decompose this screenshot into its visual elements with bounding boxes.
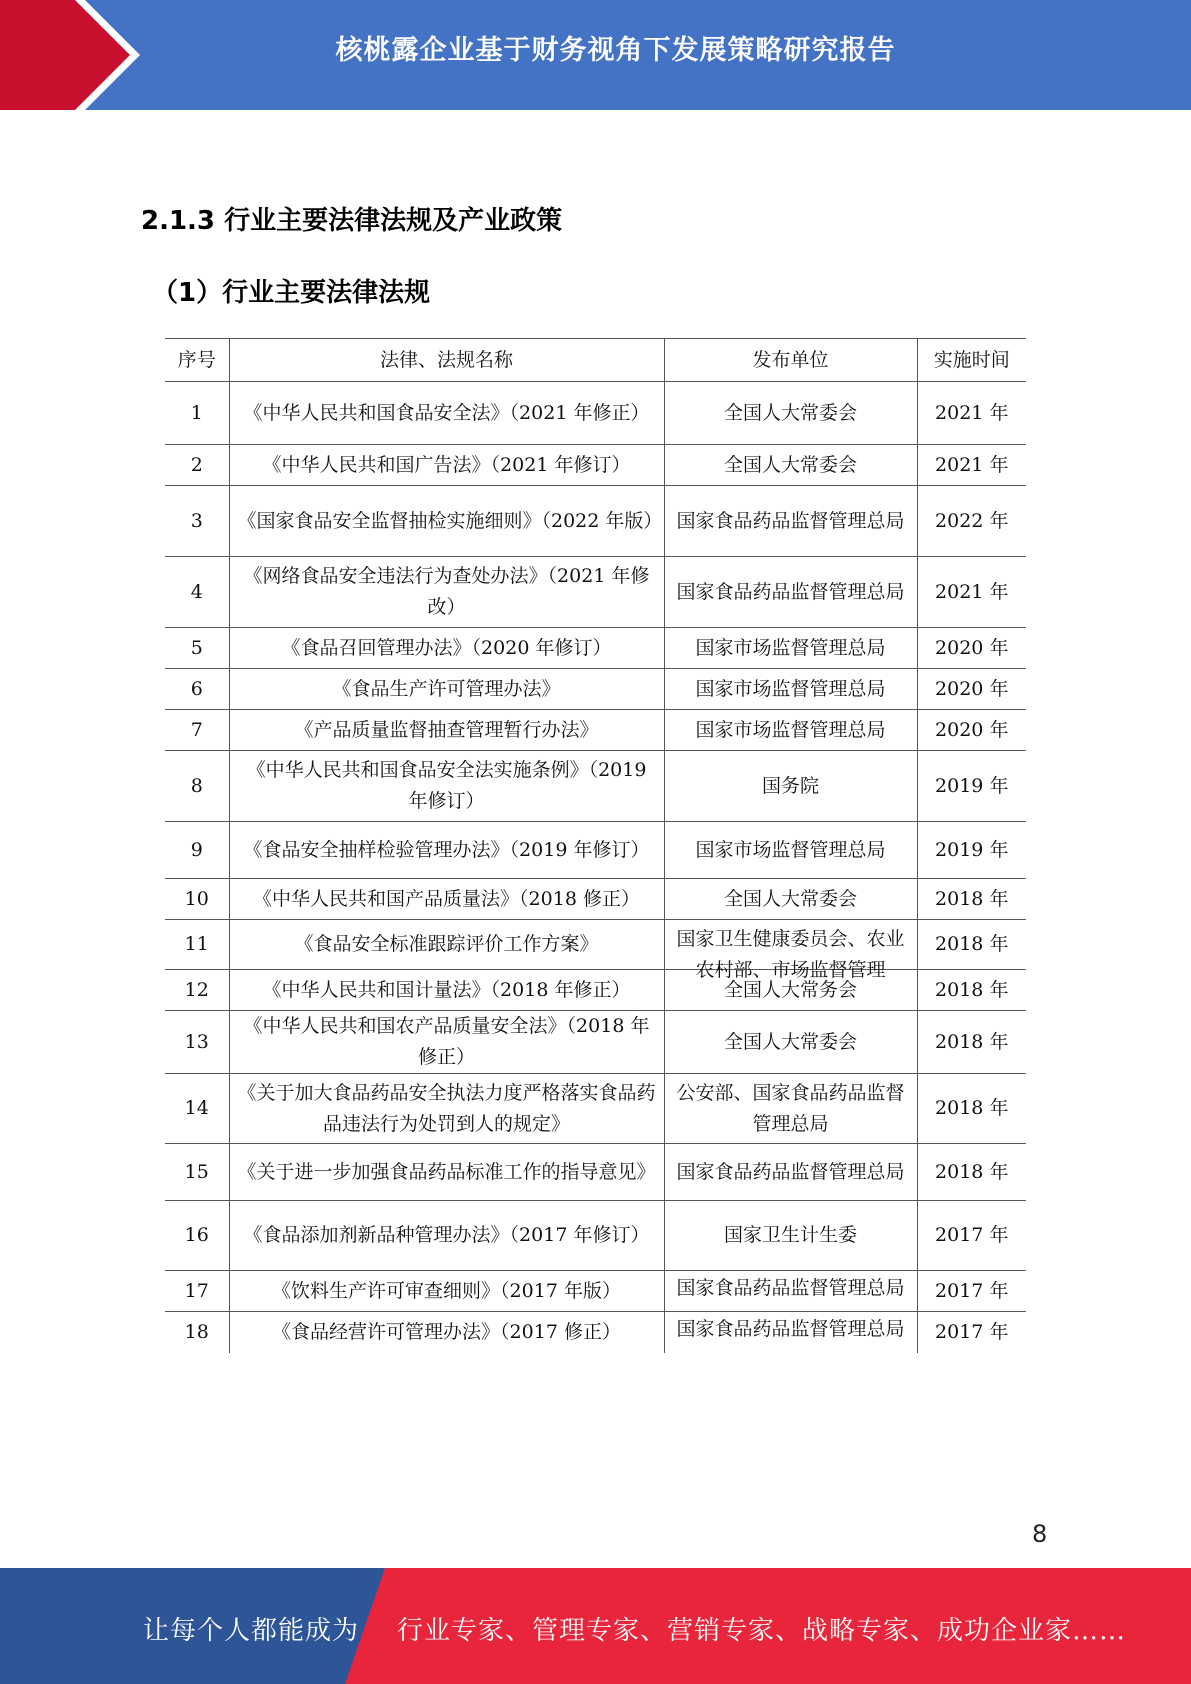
section-heading: 2.1.3 行业主要法律法规及产业政策 bbox=[141, 206, 563, 236]
table-row bbox=[165, 557, 1026, 628]
table-row bbox=[165, 1271, 1026, 1312]
row-issuer-text: 国家食品药品监督管理总局 bbox=[676, 1277, 905, 1299]
row-no: 9 bbox=[165, 822, 229, 879]
row-name: 《食品经营许可管理办法》（2017 修正） bbox=[229, 1312, 664, 1353]
table-row bbox=[165, 920, 1026, 970]
table-row bbox=[165, 1144, 1026, 1201]
row-issuer bbox=[664, 920, 917, 981]
table-row bbox=[165, 1074, 1026, 1144]
header-banner bbox=[0, 0, 1191, 110]
row-no: 10 bbox=[165, 879, 229, 920]
table-row bbox=[165, 970, 1026, 1011]
row-date: 2017 年 bbox=[917, 1312, 1026, 1353]
row-name: 《食品添加剂新品种管理办法》（2017 年修订） bbox=[229, 1201, 664, 1271]
row-no: 6 bbox=[165, 669, 229, 710]
row-no: 7 bbox=[165, 710, 229, 751]
row-date: 2020 年 bbox=[917, 669, 1026, 710]
row-issuer-text: 国家卫生健康委员会、农业农村部、市场监督管理 bbox=[676, 928, 905, 981]
row-no: 1 bbox=[165, 382, 229, 445]
row-name: 《食品生产许可管理办法》 bbox=[229, 669, 664, 710]
row-name: 《网络食品安全违法行为查处办法》（2021 年修改） bbox=[229, 557, 664, 628]
header-cell-issuer: 发布单位 bbox=[664, 339, 917, 382]
footer-slogan-right: 行业专家、管理专家、营销专家、战略专家、成功企业家…… bbox=[397, 1616, 1127, 1646]
row-name: 《中华人民共和国食品安全法》（2021 年修正） bbox=[229, 382, 664, 445]
row-no: 4 bbox=[165, 557, 229, 628]
table-row bbox=[165, 751, 1026, 822]
row-issuer: 国家食品药品监督管理总局 bbox=[664, 557, 917, 628]
table-row bbox=[165, 382, 1026, 445]
header-cell-no: 序号 bbox=[165, 339, 229, 382]
page-number: 8 bbox=[1032, 1520, 1048, 1548]
row-date: 2018 年 bbox=[917, 1011, 1026, 1074]
row-name: 《中华人民共和国计量法》（2018 年修正） bbox=[229, 970, 664, 1011]
laws-table bbox=[165, 338, 1026, 1353]
row-date: 2022 年 bbox=[917, 486, 1026, 557]
row-name: 《中华人民共和国农产品质量安全法》（2018 年修正） bbox=[229, 1011, 664, 1074]
row-date: 2021 年 bbox=[917, 445, 1026, 486]
row-date: 2019 年 bbox=[917, 822, 1026, 879]
row-name: 《中华人民共和国广告法》（2021 年修订） bbox=[229, 445, 664, 486]
row-no: 2 bbox=[165, 445, 229, 486]
row-issuer: 全国人大常委会 bbox=[664, 879, 917, 920]
row-no: 11 bbox=[165, 920, 229, 970]
row-issuer bbox=[664, 1312, 917, 1353]
row-date: 2018 年 bbox=[917, 1074, 1026, 1144]
table-row bbox=[165, 1201, 1026, 1271]
row-issuer: 全国人大常务会 bbox=[664, 970, 917, 1011]
row-no: 5 bbox=[165, 628, 229, 669]
row-issuer: 国家市场监督管理总局 bbox=[664, 822, 917, 879]
row-name: 《食品安全抽样检验管理办法》（2019 年修订） bbox=[229, 822, 664, 879]
row-name: 《中华人民共和国产品质量法》（2018 修正） bbox=[229, 879, 664, 920]
row-date: 2019 年 bbox=[917, 751, 1026, 822]
row-no: 15 bbox=[165, 1144, 229, 1201]
row-no: 14 bbox=[165, 1074, 229, 1144]
footer-slogan-left: 让每个人都能成为 bbox=[143, 1616, 360, 1646]
row-date: 2020 年 bbox=[917, 710, 1026, 751]
row-issuer: 全国人大常委会 bbox=[664, 1011, 917, 1074]
row-no: 3 bbox=[165, 486, 229, 557]
row-issuer: 国家市场监督管理总局 bbox=[664, 669, 917, 710]
header-cell-date: 实施时间 bbox=[917, 339, 1026, 382]
subsection-heading: （1）行业主要法律法规 bbox=[152, 278, 431, 308]
row-date: 2021 年 bbox=[917, 382, 1026, 445]
row-issuer: 全国人大常委会 bbox=[664, 382, 917, 445]
row-name: 《中华人民共和国食品安全法实施条例》（2019 年修订） bbox=[229, 751, 664, 822]
table-row bbox=[165, 1011, 1026, 1074]
row-issuer: 国家市场监督管理总局 bbox=[664, 710, 917, 751]
table-row bbox=[165, 879, 1026, 920]
row-date: 2017 年 bbox=[917, 1201, 1026, 1271]
row-no: 12 bbox=[165, 970, 229, 1011]
row-no: 18 bbox=[165, 1312, 229, 1353]
table-row bbox=[165, 669, 1026, 710]
row-name: 《食品召回管理办法》（2020 年修订） bbox=[229, 628, 664, 669]
row-name: 《食品安全标准跟踪评价工作方案》 bbox=[229, 920, 664, 970]
row-issuer bbox=[664, 1271, 917, 1312]
row-date: 2018 年 bbox=[917, 970, 1026, 1011]
row-name: 《国家食品安全监督抽检实施细则》（2022 年版） bbox=[229, 486, 664, 557]
row-issuer: 国家市场监督管理总局 bbox=[664, 628, 917, 669]
table-header-row bbox=[165, 339, 1026, 382]
table-row bbox=[165, 822, 1026, 879]
row-name: 《关于进一步加强食品药品标准工作的指导意见》 bbox=[229, 1144, 664, 1201]
row-issuer: 国家食品药品监督管理总局 bbox=[664, 1144, 917, 1201]
header-cell-name: 法律、法规名称 bbox=[229, 339, 664, 382]
row-date: 2018 年 bbox=[917, 1144, 1026, 1201]
footer-banner bbox=[0, 1568, 1191, 1684]
row-issuer: 国家卫生计生委 bbox=[664, 1201, 917, 1271]
row-name: 《关于加大食品药品安全执法力度严格落实食品药品违法行为处罚到人的规定》 bbox=[229, 1074, 664, 1144]
row-no: 13 bbox=[165, 1011, 229, 1074]
row-issuer: 全国人大常委会 bbox=[664, 445, 917, 486]
table-row bbox=[165, 486, 1026, 557]
row-date: 2017 年 bbox=[917, 1271, 1026, 1312]
table-row bbox=[165, 628, 1026, 669]
row-no: 17 bbox=[165, 1271, 229, 1312]
table-row bbox=[165, 710, 1026, 751]
row-issuer: 国务院 bbox=[664, 751, 917, 822]
row-no: 16 bbox=[165, 1201, 229, 1271]
row-date: 2018 年 bbox=[917, 920, 1026, 970]
row-issuer: 公安部、国家食品药品监督管理总局 bbox=[664, 1074, 917, 1144]
report-title: 核桃露企业基于财务视角下发展策略研究报告 bbox=[335, 35, 896, 66]
table-row bbox=[165, 1312, 1026, 1353]
row-name: 《饮料生产许可审查细则》（2017 年版） bbox=[229, 1271, 664, 1312]
row-issuer: 国家食品药品监督管理总局 bbox=[664, 486, 917, 557]
row-date: 2021 年 bbox=[917, 557, 1026, 628]
row-name: 《产品质量监督抽查管理暂行办法》 bbox=[229, 710, 664, 751]
table-row bbox=[165, 445, 1026, 486]
row-date: 2020 年 bbox=[917, 628, 1026, 669]
row-issuer-text: 国家食品药品监督管理总局 bbox=[676, 1318, 905, 1341]
row-no: 8 bbox=[165, 751, 229, 822]
row-date: 2018 年 bbox=[917, 879, 1026, 920]
